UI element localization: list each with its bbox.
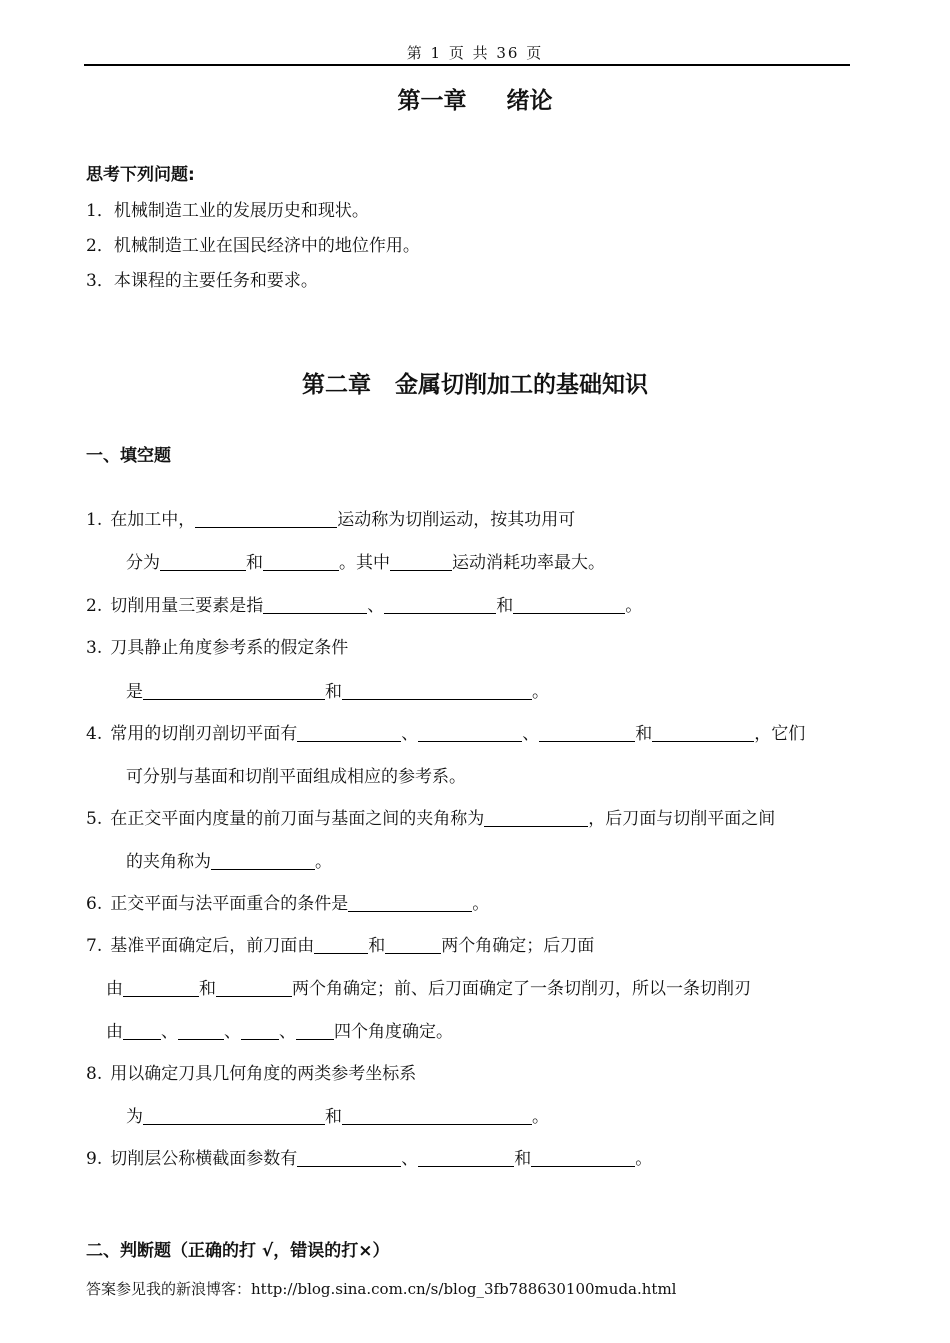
answer-blank xyxy=(160,552,246,571)
chapter-2-name: 金属切削加工的基础知识 xyxy=(395,372,648,398)
answer-blank xyxy=(342,1106,532,1125)
question-text: 、 xyxy=(224,1022,241,1042)
question-1-line-1 xyxy=(86,505,575,530)
question-text: 基准平面确定后，前刀面由 xyxy=(110,936,315,956)
question-number: 9. xyxy=(86,1149,103,1169)
answer-blank xyxy=(390,552,452,571)
question-8-line-2 xyxy=(126,1102,549,1127)
answer-blank xyxy=(418,1148,514,1167)
chapter-1-title xyxy=(0,82,950,115)
question-text: 和 xyxy=(199,979,216,999)
page-number-header: 第 1 页 共 36 页 xyxy=(406,44,544,62)
question-text: 两个角确定；前、后刀面确定了一条切削刃，所以一条切削刃 xyxy=(292,979,751,999)
question-5-line-2 xyxy=(126,847,332,872)
question-6 xyxy=(86,889,489,914)
question-text: 、 xyxy=(522,724,540,744)
footer-blog-link[interactable]: 答案参见我的新浪博客：http://blog.sina.com.cn/s/blog_3fb788630100muda.html xyxy=(86,1280,677,1298)
question-text: 切削层公称横截面参数有 xyxy=(110,1149,298,1169)
question-text: 、 xyxy=(279,1022,296,1042)
question-text: 和 xyxy=(246,553,263,573)
question-text: 用以确定刀具几何角度的两类参考坐标系 xyxy=(110,1064,417,1084)
question-text: 由 xyxy=(106,979,123,999)
question-3-line-2 xyxy=(126,677,549,702)
question-1-line-2 xyxy=(126,548,605,573)
question-text: 。 xyxy=(635,1149,653,1169)
question-text: 和 xyxy=(325,682,342,702)
question-text: 为 xyxy=(126,1107,143,1127)
answer-blank xyxy=(123,978,199,997)
chapter-1-number: 第一章 xyxy=(397,88,467,114)
question-text: 和 xyxy=(514,1149,532,1169)
answer-blank xyxy=(143,681,325,700)
question-text: 在加工中， xyxy=(110,510,196,530)
question-text: 。 xyxy=(625,596,643,616)
chapter-1-name: 绪论 xyxy=(506,88,553,114)
question-2 xyxy=(86,591,642,616)
question-number: 4. xyxy=(86,724,103,744)
header-rule xyxy=(84,64,850,66)
section-true-false-title: 二、判断题（正确的打 √，错误的打×） xyxy=(86,1241,390,1261)
question-text: 、 xyxy=(161,1022,178,1042)
question-text: 。 xyxy=(315,852,332,872)
question-text: 常用的切削刃剖切平面有 xyxy=(110,724,298,744)
answer-blank xyxy=(297,723,401,742)
question-text: 。 xyxy=(532,682,549,702)
question-7-line-3 xyxy=(106,1017,453,1042)
question-text: 。其中 xyxy=(339,553,390,573)
answer-blank xyxy=(652,723,754,742)
answer-blank xyxy=(241,1021,279,1040)
question-number: 1. xyxy=(86,510,103,530)
question-5-line-1 xyxy=(86,804,775,829)
answer-blank xyxy=(216,978,292,997)
question-number: 6. xyxy=(86,894,103,914)
question-text: 运动称为切削运动，按其功用可 xyxy=(337,510,576,530)
answer-blank xyxy=(418,723,522,742)
chapter-2-number: 第二章 xyxy=(302,372,371,398)
question-text: 四个角度确定。 xyxy=(334,1022,453,1042)
question-text: 在正交平面内度量的前刀面与基面之间的夹角称为 xyxy=(110,809,485,829)
question-7-line-1 xyxy=(86,931,594,956)
answer-blank xyxy=(513,595,625,614)
question-4-line-1 xyxy=(86,719,805,744)
chapter-1-item: 1．机械制造工业的发展历史和现状。 xyxy=(86,201,369,221)
chapter-1-prompt: 思考下列问题: xyxy=(86,165,195,185)
question-text: 两个角确定；后刀面 xyxy=(441,936,595,956)
question-text: ，它们 xyxy=(754,724,806,744)
question-text: ，后刀面与切削平面之间 xyxy=(588,809,776,829)
question-4-line-2: 可分别与基面和切削平面组成相应的参考系。 xyxy=(126,767,466,787)
answer-blank xyxy=(123,1021,161,1040)
answer-blank xyxy=(297,1148,401,1167)
question-text: 和 xyxy=(635,724,653,744)
question-text: 。 xyxy=(532,1107,549,1127)
question-text: 、 xyxy=(401,724,419,744)
question-text: 、 xyxy=(367,596,385,616)
question-9 xyxy=(86,1144,652,1169)
answer-blank xyxy=(384,595,496,614)
chapter-1-item: 2．机械制造工业在国民经济中的地位作用。 xyxy=(86,236,420,256)
answer-blank xyxy=(342,681,532,700)
answer-blank xyxy=(178,1021,224,1040)
question-text: 切削用量三要素是指 xyxy=(110,596,264,616)
question-text: 的夹角称为 xyxy=(126,852,211,872)
question-text: 由 xyxy=(106,1022,123,1042)
question-text: 是 xyxy=(126,682,143,702)
answer-blank xyxy=(143,1106,325,1125)
question-text: 和 xyxy=(325,1107,342,1127)
question-8-line-1 xyxy=(86,1059,416,1084)
question-text: 刀具静止角度参考系的假定条件 xyxy=(110,638,349,658)
question-text: 。 xyxy=(472,894,490,914)
question-number: 5. xyxy=(86,809,103,829)
question-number: 2. xyxy=(86,596,103,616)
answer-blank xyxy=(211,851,315,870)
question-text: 分为 xyxy=(126,553,160,573)
question-number: 7. xyxy=(86,936,103,956)
answer-blank xyxy=(263,552,339,571)
question-text: 、 xyxy=(401,1149,419,1169)
answer-blank xyxy=(296,1021,334,1040)
question-3-line-1 xyxy=(86,633,348,658)
question-number: 8. xyxy=(86,1064,103,1084)
question-text: 和 xyxy=(496,596,514,616)
question-number: 3. xyxy=(86,638,103,658)
answer-blank xyxy=(263,595,367,614)
question-text: 运动消耗功率最大。 xyxy=(452,553,605,573)
question-text: 正交平面与法平面重合的条件是 xyxy=(110,894,349,914)
answer-blank xyxy=(385,935,441,954)
chapter-2-title xyxy=(0,366,950,399)
answer-blank xyxy=(531,1148,635,1167)
chapter-1-item: 3．本课程的主要任务和要求。 xyxy=(86,271,318,291)
question-text: 和 xyxy=(368,936,386,956)
answer-blank xyxy=(484,808,588,827)
answer-blank xyxy=(195,509,337,528)
section-fill-in-title: 一、填空题 xyxy=(86,446,171,466)
answer-blank xyxy=(348,893,472,912)
answer-blank xyxy=(539,723,635,742)
question-7-line-2 xyxy=(106,974,751,999)
answer-blank xyxy=(314,935,368,954)
